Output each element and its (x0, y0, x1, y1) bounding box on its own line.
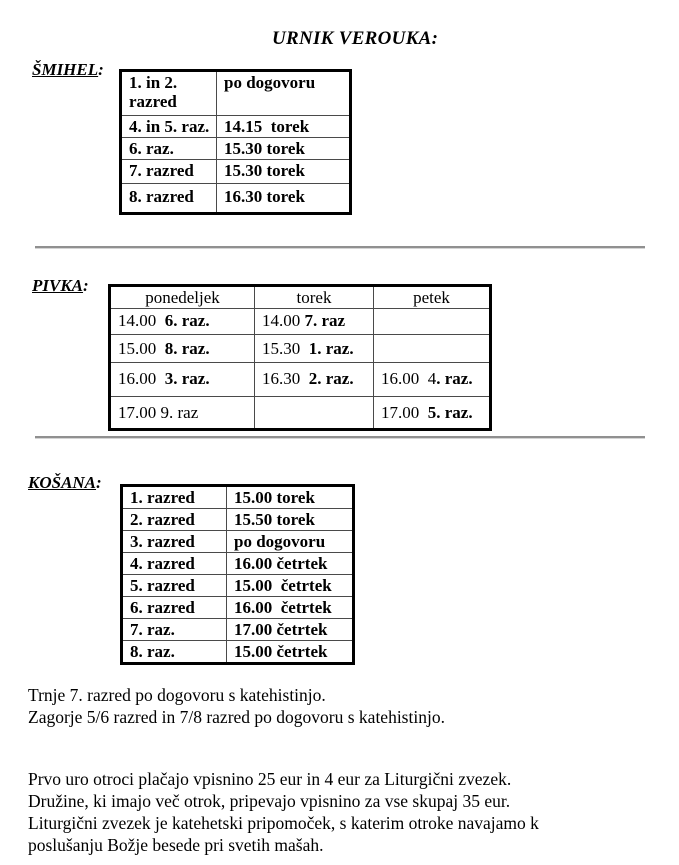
table-row (110, 363, 491, 397)
cell-text: 17.00 9. raz (118, 403, 199, 422)
cell-text: 8. raz. (164, 339, 210, 358)
cell-text: 14.00 (262, 311, 305, 330)
pivka-schedule-table-grid (108, 284, 492, 431)
table-cell (110, 309, 255, 335)
table-row (122, 509, 354, 531)
horizontal-divider (35, 246, 645, 249)
table-row (122, 597, 354, 619)
cell-text: 15.30 (262, 339, 309, 358)
cell-text: po dogovoru (234, 532, 326, 551)
cell-text: 15.30 torek (224, 161, 305, 180)
cell-text: 6. razred (130, 598, 195, 617)
cell-text: 5. razred (130, 576, 195, 595)
section-label-pivka (32, 276, 89, 296)
table-cell (227, 597, 354, 619)
table-cell (217, 138, 351, 160)
section-label-smihel (32, 60, 104, 80)
notes-paragraph (28, 684, 445, 728)
cell-text: 6. raz. (129, 139, 174, 158)
table-cell (227, 619, 354, 641)
cell-text: 16.00 (118, 369, 165, 388)
text-line: Trnje 7. razred po dogovoru s katehistinjo. (28, 685, 326, 705)
table-row (122, 641, 354, 664)
cell-text: 8. razred (129, 187, 194, 206)
cell-text: 15.00 (118, 339, 165, 358)
table-cell (121, 160, 217, 184)
table-cell (122, 575, 227, 597)
table-cell (121, 71, 217, 116)
cell-text: po dogovoru (224, 73, 316, 92)
table-cell (217, 116, 351, 138)
fees-paragraph (28, 768, 539, 856)
table-row (121, 160, 351, 184)
table-cell (110, 335, 255, 363)
table-cell (374, 309, 491, 335)
table-row (122, 575, 354, 597)
cell-text: 16.00 četrtek (234, 554, 328, 573)
cell-text: . raz. (436, 369, 473, 388)
table-row (122, 553, 354, 575)
smihel-schedule-table-grid (119, 69, 352, 215)
table-cell (374, 397, 491, 430)
cell-text: 7. razred (129, 161, 194, 180)
cell-text: 1. raz. (308, 339, 354, 358)
table-cell (255, 335, 374, 363)
section-label-kosana-text: KOŠANA (28, 473, 97, 492)
cell-text: 7. raz. (130, 620, 175, 639)
table-row (122, 531, 354, 553)
cell-text: 16.30 torek (224, 187, 305, 206)
cell-text: 16.30 (262, 369, 309, 388)
table-row (110, 397, 491, 430)
table-cell (227, 641, 354, 664)
cell-text: 17.00 (381, 403, 428, 422)
cell-text: 8. raz. (130, 642, 175, 661)
table-cell (227, 509, 354, 531)
section-label-pivka-colon: : (83, 276, 89, 295)
cell-text: 14.15 torek (224, 117, 310, 136)
table-row (121, 71, 351, 116)
text-line: poslušanju Božje besede pri svetih mašah. (28, 835, 324, 855)
table-cell (122, 641, 227, 664)
cell-text: 4. razred (130, 554, 195, 573)
table-cell (110, 363, 255, 397)
table-cell (374, 335, 491, 363)
table-row (122, 619, 354, 641)
pivka-schedule-table (108, 284, 492, 431)
cell-text: 16.00 4 (381, 369, 437, 388)
kosana-schedule-table (120, 484, 355, 665)
table-cell (227, 553, 354, 575)
text-line: Liturgični zvezek je katehetski pripomoček, s katerim otroke navajamo k (28, 813, 539, 833)
table-cell (121, 138, 217, 160)
table-cell (110, 397, 255, 430)
cell-text: 14.00 (118, 311, 165, 330)
cell-text: 15.00 torek (234, 488, 315, 507)
table-cell (121, 184, 217, 214)
table-row (121, 138, 351, 160)
cell-text: 2. razred (130, 510, 195, 529)
cell-text: 3. razred (130, 532, 195, 551)
table-cell (217, 184, 351, 214)
table-cell (217, 71, 351, 116)
cell-text: 4. in 5. raz. (129, 117, 210, 136)
table-cell (122, 486, 227, 509)
cell-text: 15.00 četrtek (234, 642, 328, 661)
table-cell (122, 509, 227, 531)
table-header-row (110, 286, 491, 309)
table-cell (255, 363, 374, 397)
table-cell (255, 397, 374, 430)
table-header-cell: ponedeljek (110, 286, 255, 309)
cell-text: 7. raz (304, 311, 346, 330)
cell-text: 1. razred (130, 488, 195, 507)
table-row (122, 486, 354, 509)
section-label-pivka-text: PIVKA (32, 276, 84, 295)
text-line: Družine, ki imajo več otrok, pripevajo vpisnino za vse skupaj 35 eur. (28, 791, 511, 811)
table-cell (374, 363, 491, 397)
cell-text: 15.50 torek (234, 510, 315, 529)
table-cell (121, 116, 217, 138)
page-title: URNIK VEROUKA: (272, 28, 439, 49)
cell-text: 1. in 2. razred (129, 73, 182, 111)
table-row (121, 184, 351, 214)
smihel-schedule-table (119, 69, 352, 215)
cell-text: 15.00 četrtek (234, 576, 332, 595)
table-cell (255, 309, 374, 335)
kosana-schedule-table-grid (120, 484, 355, 665)
table-row (110, 309, 491, 335)
table-cell (122, 531, 227, 553)
table-header-cell: petek (374, 286, 491, 309)
table-cell (122, 619, 227, 641)
table-cell (122, 553, 227, 575)
section-label-kosana-colon: : (96, 473, 102, 492)
table-cell (227, 531, 354, 553)
cell-text: 17.00 četrtek (234, 620, 328, 639)
table-cell (217, 160, 351, 184)
cell-text: 15.30 torek (224, 139, 305, 158)
cell-text: 2. raz. (308, 369, 354, 388)
cell-text: 6. raz. (164, 311, 210, 330)
table-header-cell: torek (255, 286, 374, 309)
horizontal-divider (35, 436, 645, 439)
text-line: Zagorje 5/6 razred in 7/8 razred po dogovoru s katehistinjo. (28, 707, 445, 727)
text-line: Prvo uro otroci plačajo vpisnino 25 eur in 4 eur za Liturgični zvezek. (28, 769, 512, 789)
table-cell (122, 597, 227, 619)
section-label-kosana (28, 473, 102, 493)
cell-text: 5. raz. (427, 403, 473, 422)
section-label-smihel-colon: : (98, 60, 104, 79)
table-row (121, 116, 351, 138)
cell-text: 3. raz. (164, 369, 210, 388)
cell-text: 16.00 četrtek (234, 598, 332, 617)
table-cell (227, 575, 354, 597)
table-cell (227, 486, 354, 509)
section-label-smihel-text: ŠMIHEL (32, 60, 99, 79)
table-row (110, 335, 491, 363)
